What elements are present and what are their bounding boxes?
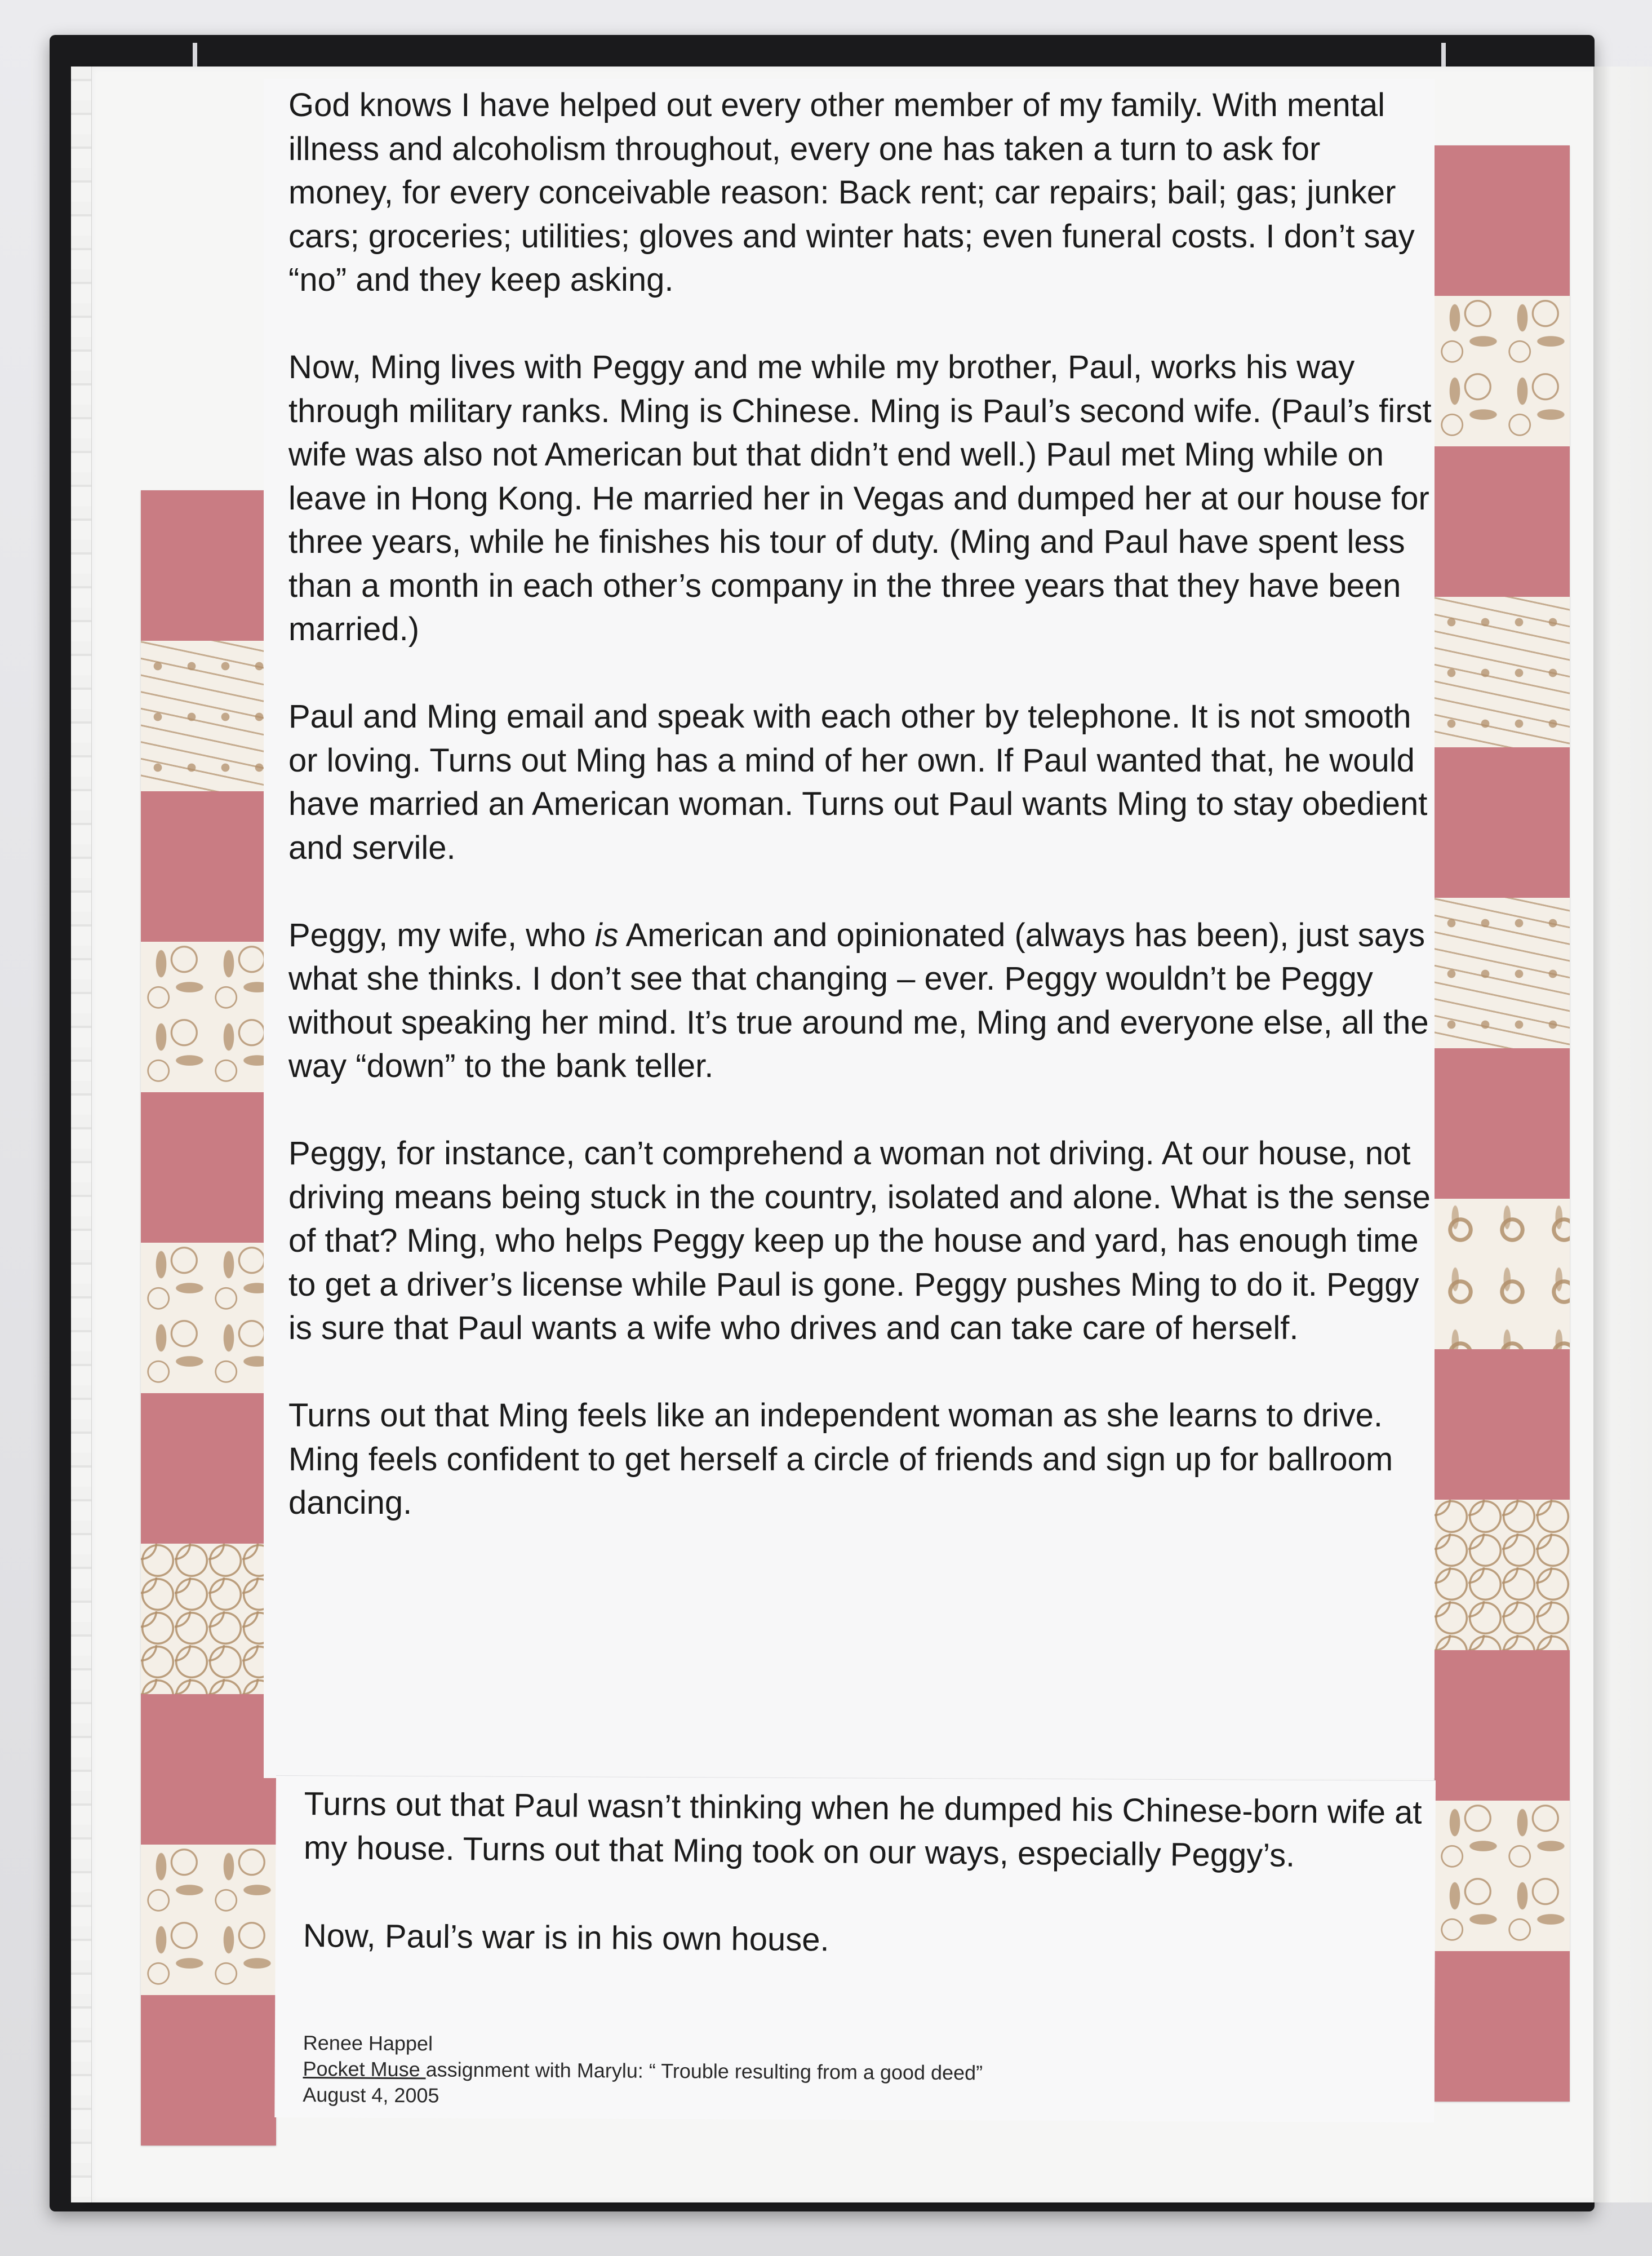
book-title: Pocket Muse	[303, 2056, 426, 2081]
strip-pink-segment	[141, 1694, 276, 1845]
strip-pink-segment	[141, 1995, 276, 2146]
story-text-continued	[303, 1782, 1431, 2011]
text-run: Peggy, my wife, who	[288, 916, 595, 954]
strip-pink-segment	[1435, 1650, 1570, 1801]
paragraph: Paul and Ming email and speak with each other by telephone. It is not smooth or loving. Turns out Ming has a mind of her own. If Paul wanted that, he would have married an American woman. Turns out Paul wants Ming to stay obedient and servile.	[288, 698, 1428, 866]
paragraph: Now, Paul’s war is in his own house.	[303, 1917, 829, 1958]
binder-clip	[193, 43, 197, 68]
strip-pink-segment	[1435, 1349, 1570, 1500]
date: August 4, 2005	[303, 2082, 439, 2107]
strip-pink-segment	[1435, 446, 1570, 597]
strip-pink-segment	[1435, 747, 1570, 898]
strip-pattern-segment	[141, 1243, 276, 1393]
strip-pattern-segment	[1435, 1801, 1570, 1951]
right-decorative-strip	[1435, 145, 1570, 2102]
assignment-text: assignment with Marylu: “ Trouble resulting from a good deed”	[425, 2058, 983, 2085]
binder-clip	[1441, 43, 1446, 68]
strip-pink-segment	[141, 1393, 276, 1544]
strip-pattern-segment	[141, 1544, 276, 1694]
strip-pattern-segment	[1435, 296, 1570, 446]
strip-pattern-segment	[1435, 1500, 1570, 1650]
strip-pink-segment	[1435, 1951, 1570, 2102]
paragraph: God knows I have helped out every other member of my family. With mental illness and alcoholism throughout, every one has taken a turn to ask for money, for every conceivable reason: Back rent; car repairs; bail; gas; junker cars; groceries; utilities; gloves and winter hats; even funeral costs. I don’t say “no” and they keep asking.	[288, 87, 1415, 298]
page-deckle-edge	[71, 67, 92, 2202]
strip-pattern-segment	[1435, 597, 1570, 747]
strip-pink-segment	[141, 1092, 276, 1243]
emphasis-text: is	[594, 916, 619, 954]
strip-pattern-segment	[141, 1845, 276, 1995]
strip-pattern-segment	[1435, 898, 1570, 1048]
strip-pattern-segment	[141, 641, 276, 791]
strip-pink-segment	[1435, 1048, 1570, 1199]
paragraph: Peggy, for instance, can’t comprehend a woman not driving. At our house, not driving means being stuck in the country, isolated and alone. What is the sense of that? Ming, who helps Peggy keep up the house and yard, has enough time to get a driver’s license while Paul is gone. Peggy pushes Ming to do it. Peggy is sure that Paul wants a wife who drives and can take care of herself.	[288, 1135, 1431, 1346]
strip-pink-segment	[1435, 145, 1570, 296]
paragraph-peggy	[288, 914, 1432, 1088]
story-text	[288, 83, 1432, 1568]
paragraph: Turns out that Ming feels like an independent woman as she learns to drive. Ming feels confident to get herself a circle of friends and sign up for ballroom dancing.	[288, 1397, 1393, 1521]
credits	[303, 2030, 1317, 2114]
text-run: American and opinionated (always has been), just says what she thinks. I don’t see that changing – ever. Peggy wouldn’t be Peggy without speaking her mind. It’s true around me, Ming and everyone else, all the way “down” to the bank teller.	[288, 916, 1429, 1084]
left-decorative-strip	[141, 490, 276, 2146]
strip-pink-segment	[141, 791, 276, 942]
strip-pattern-segment	[141, 942, 276, 1092]
strip-pattern-segment	[1435, 1199, 1570, 1349]
author-name: Renee Happel	[303, 2031, 433, 2055]
paragraph: Turns out that Paul wasn’t thinking when he dumped his Chinese-born wife at my house. Turns out that Ming took on our ways, especially Peggy’s.	[303, 1785, 1422, 1874]
page-right-edge	[1593, 67, 1652, 2202]
strip-pink-segment	[141, 490, 276, 641]
paragraph: Now, Ming lives with Peggy and me while my brother, Paul, works his way through military ranks. Ming is Chinese. Ming is Paul’s second wife. (Paul’s first wife was also not American but that didn’t end well.) Paul met Ming while on leave in Hong Kong. He married her in Vegas and dumped her at our house for three years, while he finishes his tour of duty. (Ming and Paul have spent less than a month in each other’s company in the three years that they have been married.)	[288, 349, 1432, 648]
